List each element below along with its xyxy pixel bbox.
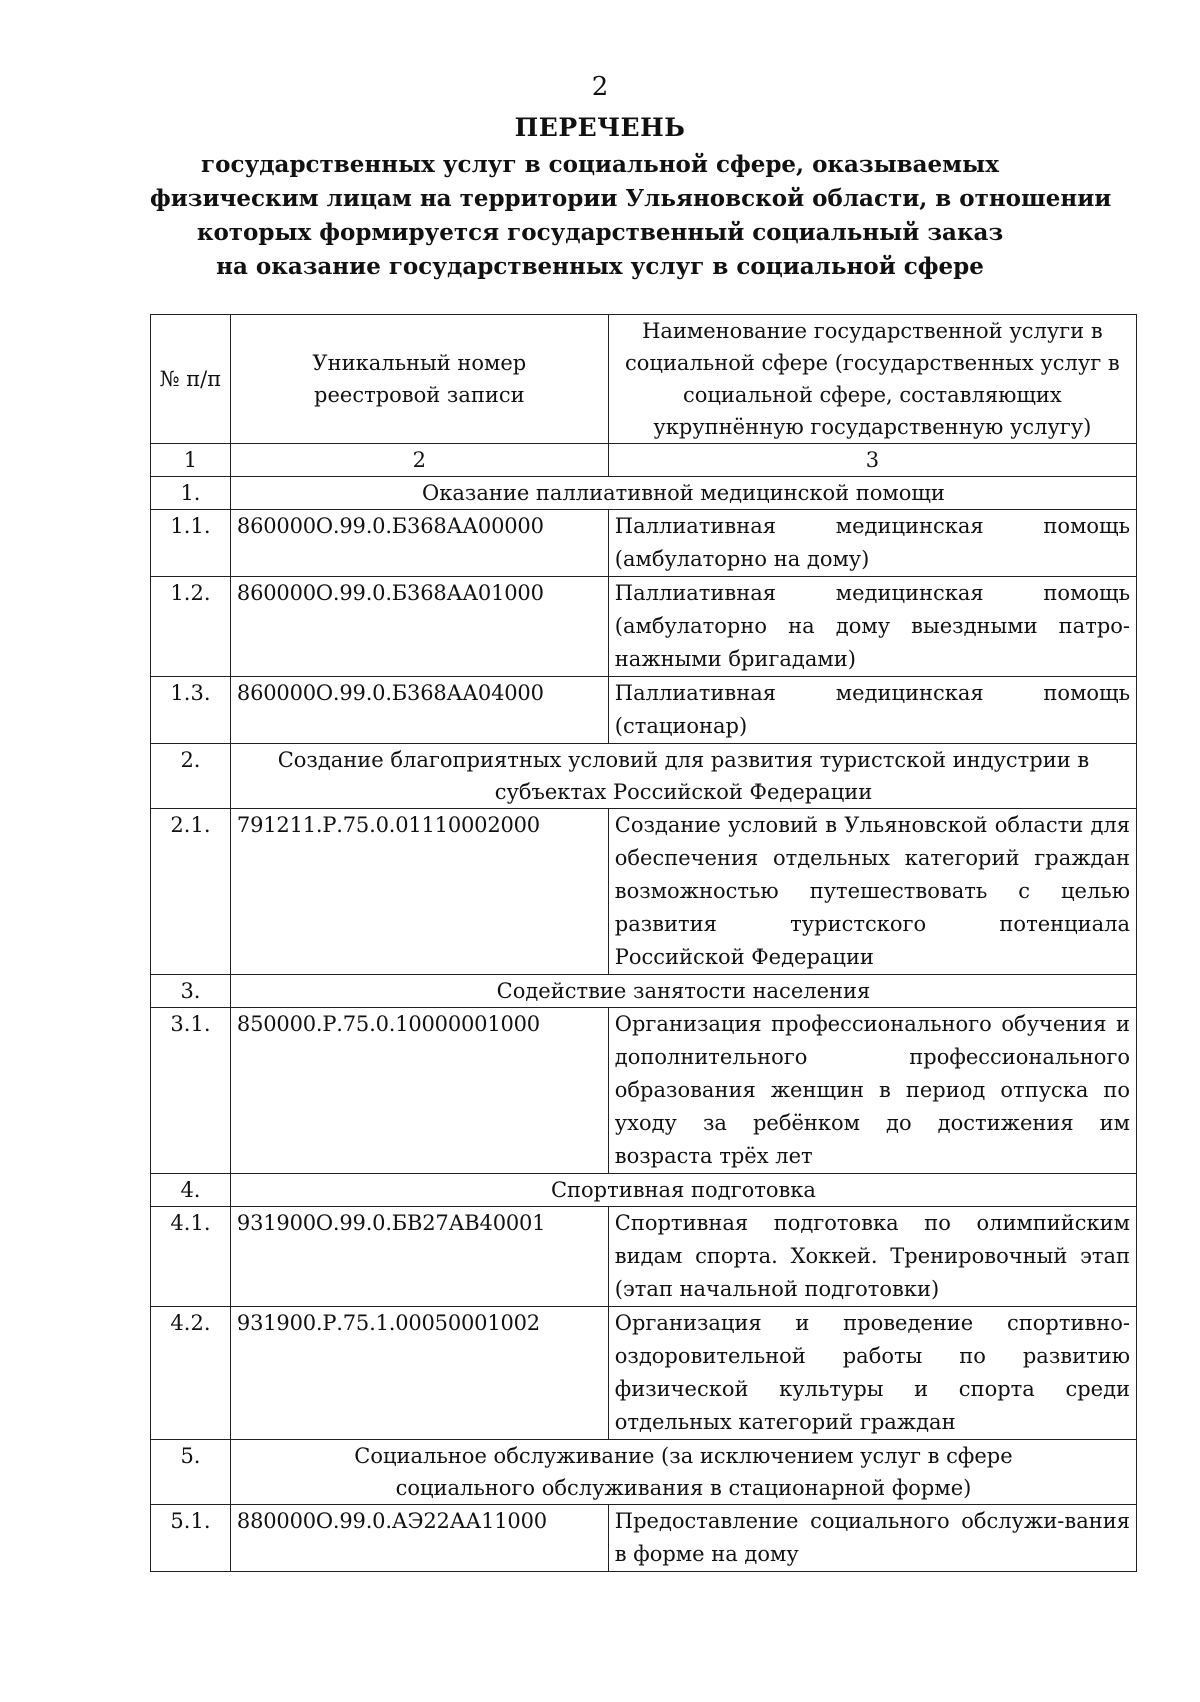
registry-code: 931900.Р.75.1.00050001002 (230, 1307, 608, 1440)
section-title: Социальное обслуживание (за исключением услуг в сфере социального обслуживания в стационарной форме) (230, 1440, 1136, 1505)
registry-code: 860000О.99.0.Б368АА04000 (230, 677, 608, 744)
registry-code: 860000О.99.0.Б368АА00000 (230, 510, 608, 577)
section-title: Оказание паллиативной медицинской помощи (230, 477, 1136, 510)
row-number: 4.1. (151, 1207, 231, 1307)
section-number: 5. (151, 1440, 231, 1505)
section-number: 4. (151, 1174, 231, 1207)
section-title: Создание благоприятных условий для развития туристской индустрии в субъектах Российской Федерации (230, 744, 1136, 809)
table-row (151, 1008, 1137, 1174)
row-number: 1.1. (151, 510, 231, 577)
service-name: Предоставление социального обслужи-вания в форме на дому (608, 1505, 1136, 1572)
section-row (151, 1440, 1137, 1505)
service-name: Паллиативная медицинская помощь (амбулаторно на дому выездными патро-нажными бригадами) (608, 577, 1136, 677)
column-number: 2 (230, 444, 608, 477)
column-number: 1 (151, 444, 231, 477)
service-name: Организация профессионального обучения и дополнительного профессионального образования женщин в период отпуска по уходу за ребёнком до достижения им возраста трёх лет (608, 1008, 1136, 1174)
table-row (151, 677, 1137, 744)
section-row (151, 1174, 1137, 1207)
registry-code: 850000.Р.75.0.10000001000 (230, 1008, 608, 1174)
table-row (151, 1505, 1137, 1572)
subtitle-line: на оказание государственных услуг в социальной сфере (216, 253, 984, 280)
table-row (151, 577, 1137, 677)
header-code: Уникальный номер реестровой записи (230, 315, 608, 444)
document-title: ПЕРЕЧЕНЬ (514, 113, 686, 142)
table-row (151, 809, 1137, 975)
row-number: 1.2. (151, 577, 231, 677)
row-number: 5.1. (151, 1505, 231, 1572)
section-number: 3. (151, 975, 231, 1008)
subtitle-line: физическим лицам на территории Ульяновской области, в отношении (150, 185, 1112, 212)
service-name: Паллиативная медицинская помощь (стационар) (608, 677, 1136, 744)
service-name: Организация и проведение спортивно-оздоровительной работы по развитию физической культуры и спорта среди отдельных категорий граждан (608, 1307, 1136, 1440)
subtitle-line: которых формируется государственный социальный заказ (196, 219, 1004, 246)
services-table (150, 314, 1137, 1572)
section-number: 1. (151, 477, 231, 510)
service-name: Создание условий в Ульяновской области для обеспечения отдельных категорий граждан возможностью путешествовать с целью развития туристского потенциала Российской Федерации (608, 809, 1136, 975)
column-number-row (151, 444, 1137, 477)
table-row (151, 510, 1137, 577)
service-name: Спортивная подготовка по олимпийским видам спорта. Хоккей. Тренировочный этап (этап начальной подготовки) (608, 1207, 1136, 1307)
section-title: Содействие занятости населения (230, 975, 1136, 1008)
table-row (151, 1207, 1137, 1307)
row-number: 4.2. (151, 1307, 231, 1440)
subtitle-line: государственных услуг в социальной сфере, оказываемых (201, 151, 999, 178)
document-subtitle (150, 148, 1112, 284)
page-number: 2 (591, 72, 609, 102)
registry-code: 860000О.99.0.Б368АА01000 (230, 577, 608, 677)
registry-code: 931900О.99.0.БВ27АВ40001 (230, 1207, 608, 1307)
registry-code: 791211.Р.75.0.01110002000 (230, 809, 608, 975)
column-number: 3 (608, 444, 1136, 477)
row-number: 2.1. (151, 809, 231, 975)
service-name: Паллиативная медицинская помощь (амбулаторно на дому) (608, 510, 1136, 577)
table-header-row (151, 315, 1137, 444)
section-row (151, 975, 1137, 1008)
row-number: 1.3. (151, 677, 231, 744)
section-row (151, 744, 1137, 809)
section-number: 2. (151, 744, 231, 809)
header-num: № п/п (151, 315, 231, 444)
table-row (151, 1307, 1137, 1440)
registry-code: 880000О.99.0.АЭ22АА11000 (230, 1505, 608, 1572)
section-title: Спортивная подготовка (230, 1174, 1136, 1207)
header-name: Наименование государственной услуги в социальной сфере (государственных услуг в социальной сфере, составляющих укрупнённую государственную услугу) (608, 315, 1136, 444)
section-row (151, 477, 1137, 510)
row-number: 3.1. (151, 1008, 231, 1174)
